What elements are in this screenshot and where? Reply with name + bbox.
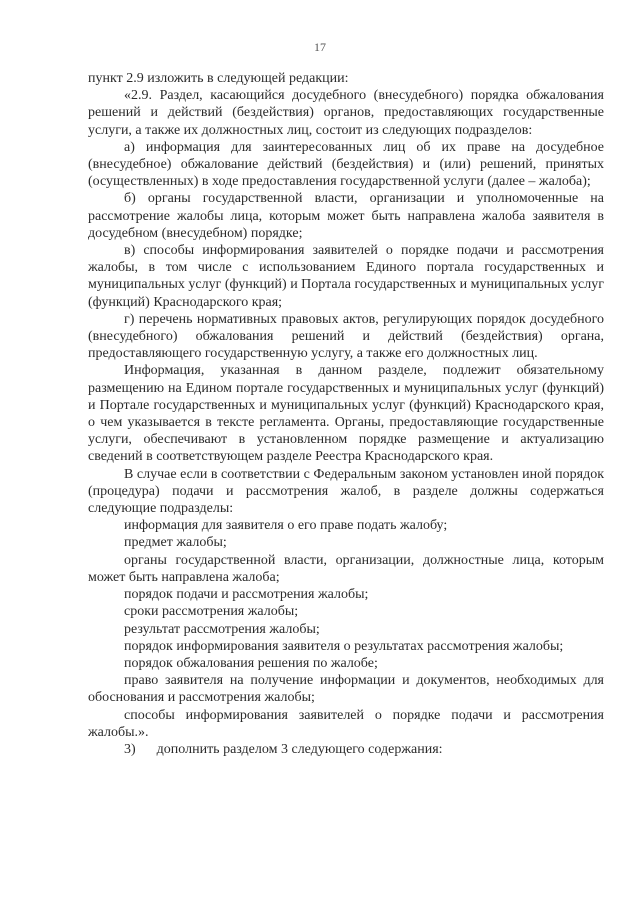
paragraph-2-9: «2.9. Раздел, касающийся досудебного (внесудебного) порядка обжалования решений и действий (бездействия) органов, предоставляющих государственные услуги, а также их должностных лиц, состоит из следующих подразделов: [88, 88, 604, 138]
list-item: способы информирования заявителей о порядке подачи и рассмотрения жалобы.». [88, 707, 604, 740]
paragraph-item-b: б) органы государственной власти, организации и уполномоченные на рассмотрение жалобы лица, которым может быть направлена жалоба заявителя в досудебном (внесудебном) порядке; [88, 191, 604, 241]
list-item: сроки рассмотрения жалобы; [124, 604, 299, 620]
paragraph-federal-law: В случае если в соответствии с Федеральным законом установлен иной порядок (процедура) подачи и рассмотрения жалоб, в разделе должны содержаться следующие подразделы: [88, 466, 604, 517]
paragraph-information: Информация, указанная в данном разделе, подлежит обязательному размещению на Едином портале государственных и муниципальных услуг (функций) и Портале государственных и муниципальных услуг (функций) Краснодарского края, о чем указывается в тексте регламента. Органы, предоставляющие государственные услуги, обеспечивают в установленном порядке размещение и актуализацию сведений в соответствующем разделе Реестра Краснодарского края. [88, 363, 604, 465]
list-item: предмет жалобы; [124, 535, 227, 551]
document-body [88, 70, 604, 758]
list-item: органы государственной власти, организации, должностные лица, которым может быть направлена жалоба; [88, 552, 604, 585]
list-item: результат рассмотрения жалобы; [124, 621, 320, 637]
list-item: порядок подачи и рассмотрения жалобы; [124, 587, 369, 603]
list-item: порядок обжалования решения по жалобе; [124, 655, 378, 671]
paragraph-item-v: в) способы информирования заявителей о порядке подачи и рассмотрения жалобы, в том числе с использованием Единого портала государственных и муниципальных услуг (функций) и Портала государственных и муниципальных услуг (функций) Краснодарского края; [88, 243, 604, 310]
paragraph-step-3: 3) дополнить разделом 3 следующего содержания: [124, 741, 443, 757]
paragraph-item-g: г) перечень нормативных правовых актов, регулирующих порядок досудебного (внесудебного) обжалования решений и действий (бездействия) органа, предоставляющего государственную услугу, а также его должностных лиц. [88, 311, 604, 362]
list-item: информация для заявителя о его праве подать жалобу; [124, 518, 448, 534]
paragraph-item-a: а) информация для заинтересованных лиц об их праве на досудебное (внесудебное) обжалование действий (бездействия) и (или) решений, принятых (осуществленных) в ходе предоставления государственной услуги (далее – жалоба); [88, 139, 604, 190]
list-item: порядок информирования заявителя о результатах рассмотрения жалобы; [124, 638, 564, 654]
paragraph-intro: пункт 2.9 изложить в следующей редакции: [88, 71, 349, 86]
list-item: право заявителя на получение информации и документов, необходимых для обоснования и рассмотрения жалобы; [88, 673, 604, 706]
page-number: 17 [314, 40, 326, 54]
